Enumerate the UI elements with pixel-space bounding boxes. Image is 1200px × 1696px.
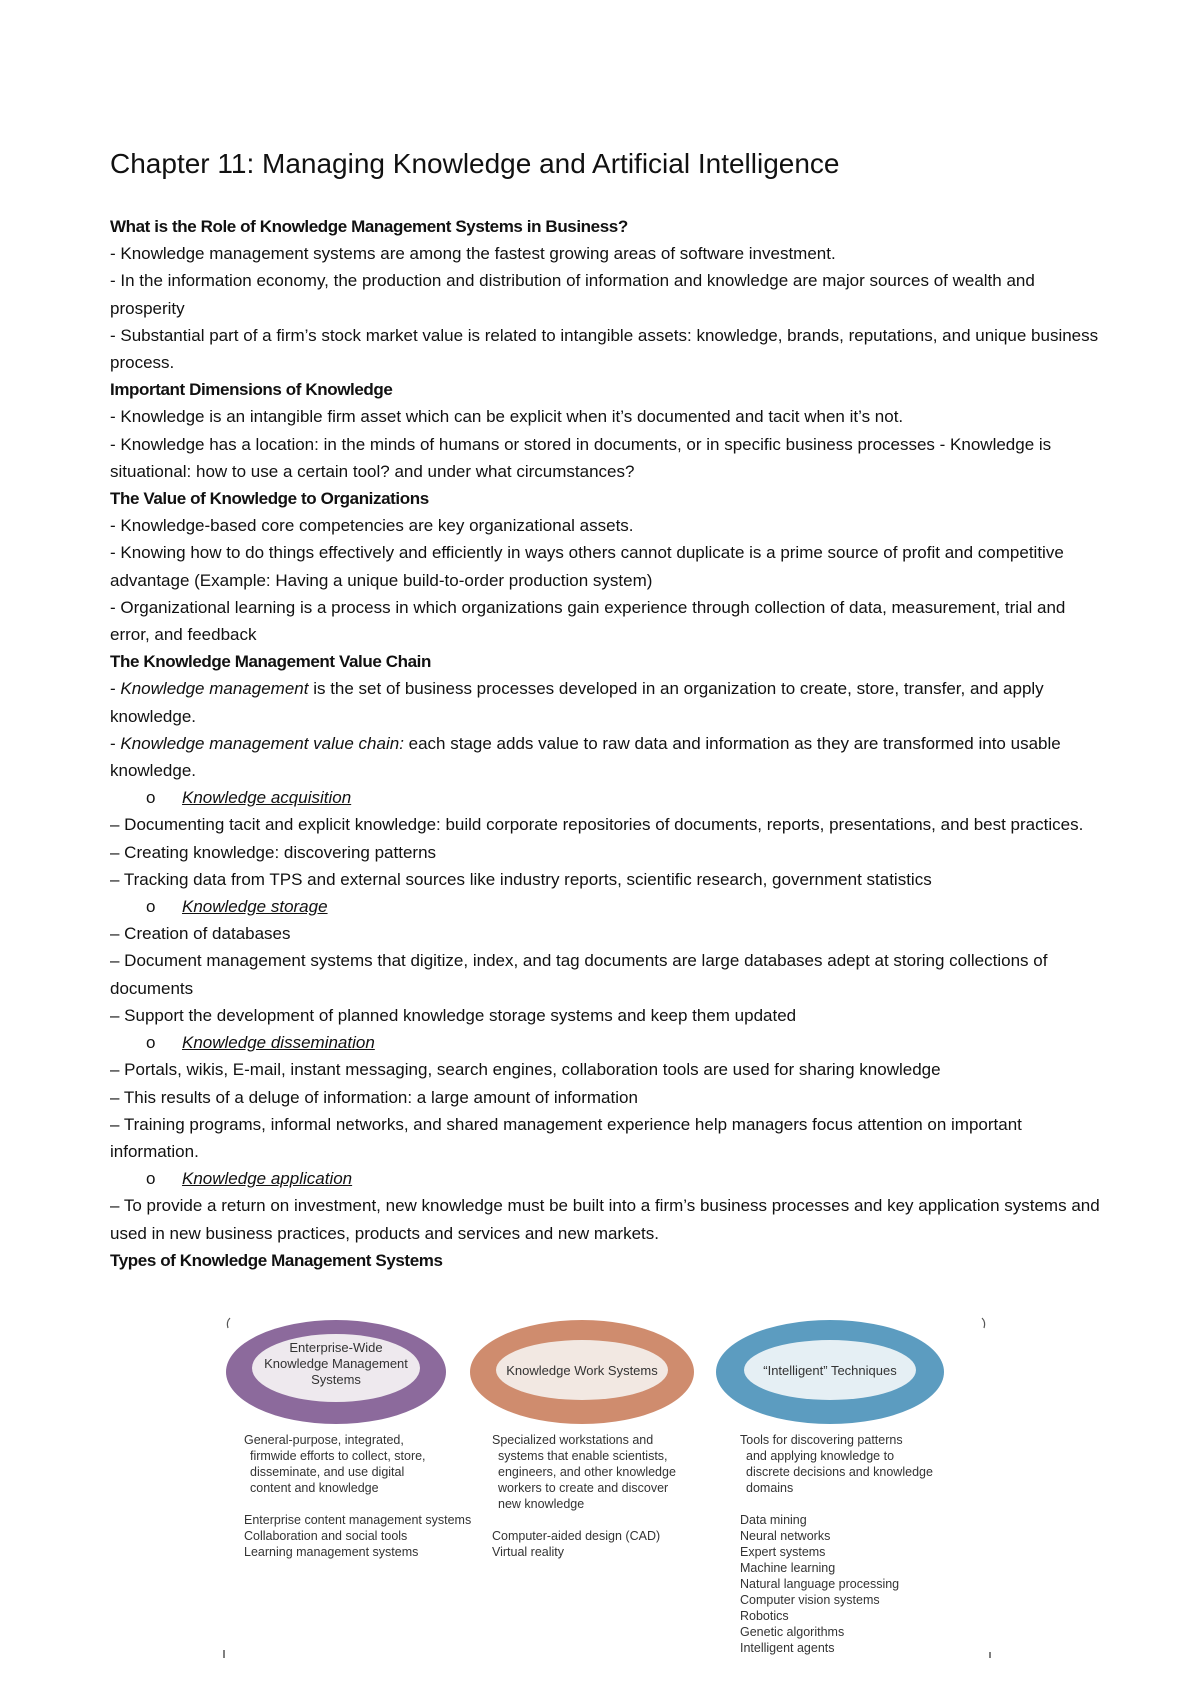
- example-line: Neural networks: [740, 1529, 831, 1543]
- bullet-glyph: o: [146, 1169, 156, 1189]
- paragraph: - Knowledge-based core competencies are key organizational assets.: [110, 516, 634, 536]
- paragraph: – Creating knowledge: discovering patterns: [110, 842, 437, 862]
- section-heading: Important Dimensions of Knowledge: [110, 380, 393, 400]
- description-line: General-purpose, integrated,: [244, 1433, 404, 1447]
- example-line: Learning management systems: [244, 1545, 419, 1559]
- paragraph: - In the information economy, the production and distribution of information and knowledge are major sources of wealth and prosperity: [110, 271, 1035, 318]
- definition-paragraph: - Knowledge management value chain: each stage adds value to raw data and information as they are transformed into usable knowledge.: [110, 733, 1061, 781]
- paragraph: – Training programs, informal networks, and shared management experience help managers focus attention on important information.: [110, 1114, 1022, 1161]
- example-line: Genetic algorithms: [740, 1625, 845, 1639]
- example-line: Computer-aided design (CAD): [492, 1529, 661, 1543]
- paragraph: - Knowledge is an intangible firm asset which can be explicit when it’s documented and tacit when it’s not.: [110, 407, 904, 427]
- paragraph: - Knowing how to do things effectively and efficiently in ways others cannot duplicate is a prime source of profit and competitive advantage (Example: Having a unique build-to-order production system): [110, 543, 1064, 590]
- definition-term: Knowledge management value chain:: [120, 733, 404, 753]
- paragraph: - Organizational learning is a process in which organizations gain experience through collection of data, measurement, trial and error, and feedback: [110, 597, 1066, 645]
- description-line: content and knowledge: [250, 1481, 379, 1495]
- example-line: Data mining: [740, 1513, 807, 1527]
- stage-bullet: [110, 1029, 1100, 1056]
- definition-text: each stage adds value to raw data and information as they are transformed into usable knowledge.: [110, 733, 1061, 781]
- paragraph: – Portals, wikis, E-mail, instant messaging, search engines, collaboration tools are used for sharing knowledge: [110, 1060, 941, 1080]
- paragraph: - Substantial part of a firm’s stock market value is related to intangible assets: knowledge, brands, reputations, and unique business process.: [110, 325, 1099, 373]
- column-enterprise-wide: [226, 1320, 471, 1559]
- description-line: discrete decisions and knowledge: [746, 1465, 933, 1479]
- description-line: workers to create and discover: [498, 1481, 669, 1495]
- corner-mark: [982, 1318, 985, 1328]
- oval-label: “Intelligent” Techniques: [763, 1363, 897, 1378]
- corner-mark: [227, 1318, 230, 1328]
- stage-bullet: [110, 893, 1100, 920]
- section-heading: The Knowledge Management Value Chain: [110, 652, 431, 672]
- paragraph: – Tracking data from TPS and external sources like industry reports, scientific research, government statistics: [110, 869, 932, 889]
- paragraph: - Knowledge management systems are among the fastest growing areas of software investment.: [110, 244, 836, 264]
- description-line: Tools for discovering patterns: [740, 1433, 903, 1447]
- bullet-glyph: o: [146, 788, 156, 808]
- example-line: Machine learning: [740, 1561, 836, 1575]
- example-line: Collaboration and social tools: [244, 1529, 408, 1543]
- description-line: firmwide efforts to collect, store,: [250, 1449, 426, 1463]
- description-line: domains: [746, 1481, 794, 1495]
- paragraph: – This results of a deluge of information: a large amount of information: [110, 1087, 638, 1107]
- example-line: Enterprise content management systems: [244, 1513, 472, 1527]
- description-line: engineers, and other knowledge: [498, 1465, 676, 1479]
- stage-name: Knowledge dissemination: [182, 1033, 375, 1053]
- example-line: Expert systems: [740, 1545, 826, 1559]
- page-title: Chapter 11: Managing Knowledge and Artificial Intelligence: [110, 148, 840, 179]
- kms-types-diagram: [220, 1312, 1000, 1668]
- definition-paragraph: - Knowledge management is the set of business processes developed in an organization to create, store, transfer, and apply knowledge.: [110, 679, 1044, 726]
- stage-name: Knowledge storage: [182, 897, 328, 917]
- example-line: Virtual reality: [492, 1545, 565, 1559]
- definition-term: Knowledge management: [120, 679, 309, 699]
- bullet-glyph: o: [146, 1033, 156, 1053]
- stage-bullet: [110, 1165, 1100, 1192]
- section-heading: The Value of Knowledge to Organizations: [110, 489, 429, 509]
- section-heading: What is the Role of Knowledge Management Systems in Business?: [110, 217, 628, 236]
- stage-name: Knowledge application: [182, 1169, 353, 1189]
- stage-name: Knowledge acquisition: [182, 788, 352, 808]
- description-line: disseminate, and use digital: [250, 1465, 405, 1479]
- column-intelligent-techniques: [716, 1320, 944, 1655]
- stage-bullet: [110, 784, 1100, 811]
- oval-label: Knowledge Work Systems: [506, 1363, 658, 1378]
- column-knowledge-work: [470, 1320, 694, 1559]
- section-heading: Types of Knowledge Management Systems: [110, 1250, 443, 1270]
- bullet-glyph: o: [146, 897, 156, 917]
- example-line: Intelligent agents: [740, 1641, 835, 1655]
- description-line: systems that enable scientists,: [498, 1449, 668, 1463]
- example-line: Natural language processing: [740, 1577, 900, 1591]
- paragraph: – Support the development of planned knowledge storage systems and keep them updated: [110, 1005, 797, 1025]
- paragraph: – Document management systems that digitize, index, and tag documents are large databases adept at storing collections of documents: [110, 951, 1048, 998]
- oval-label: Systems: [311, 1372, 361, 1387]
- paragraph: – Creation of databases: [110, 924, 291, 944]
- example-line: Robotics: [740, 1609, 789, 1623]
- definition-text: is the set of business processes developed in an organization to create, store, transfer, and apply knowledge.: [110, 679, 1044, 726]
- description-line: Specialized workstations and: [492, 1433, 654, 1447]
- paragraph: - Knowledge has a location: in the minds of humans or stored in documents, or in specific business processes - Knowledge is situational: how to use a certain tool? and under what circumstances?: [110, 434, 1052, 481]
- oval-label: Knowledge Management: [264, 1356, 408, 1371]
- description-line: and applying knowledge to: [746, 1449, 895, 1463]
- oval-label: Enterprise-Wide: [289, 1340, 383, 1355]
- example-line: Computer vision systems: [740, 1593, 880, 1607]
- paragraph: – Documenting tacit and explicit knowledge: build corporate repositories of documents, reports, presentations, and best practices.: [110, 815, 1084, 835]
- description-line: new knowledge: [498, 1497, 585, 1511]
- document-body: [110, 213, 1100, 1274]
- paragraph: – To provide a return on investment, new knowledge must be built into a firm’s business processes and key application systems and used in new business practices, products and services and new markets.: [110, 1196, 1100, 1243]
